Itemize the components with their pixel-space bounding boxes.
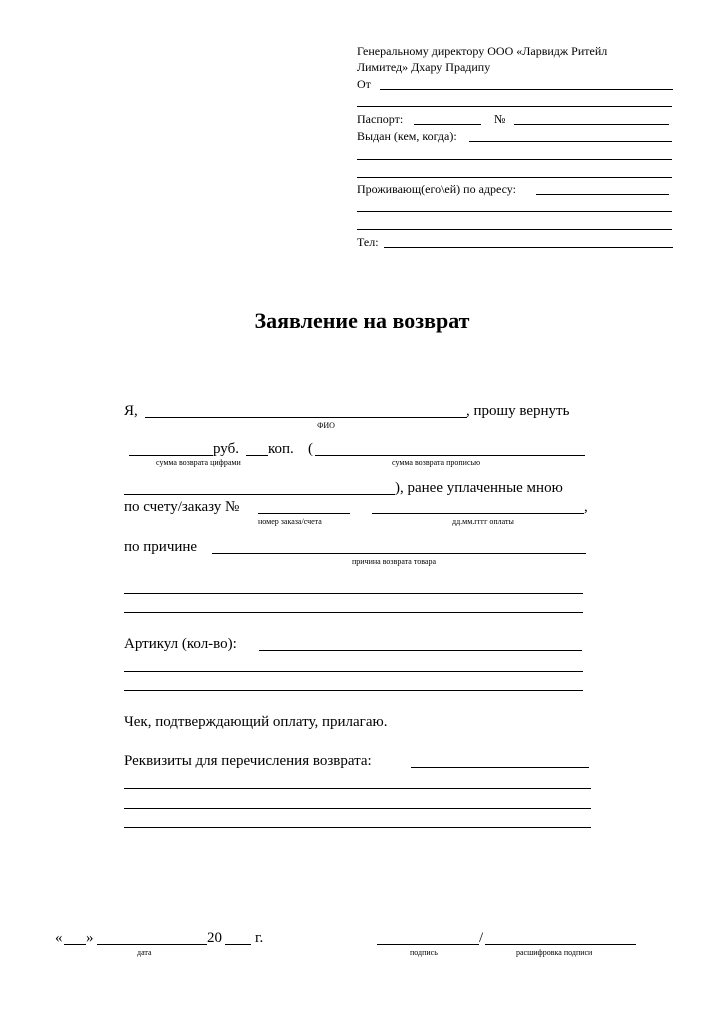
quote-close: »: [86, 930, 94, 946]
reason-line-3[interactable]: [124, 612, 583, 613]
article-line-2[interactable]: [124, 671, 583, 672]
passport-number-line[interactable]: [514, 124, 669, 125]
year-prefix: 20: [207, 930, 222, 946]
issued-line-3[interactable]: [357, 177, 672, 178]
requisites-line[interactable]: [411, 767, 589, 768]
phone-label: Тел:: [357, 235, 379, 249]
fio-caption: ФИО: [317, 421, 335, 430]
document-title: Заявление на возврат: [254, 308, 470, 333]
requisites-line-2[interactable]: [124, 788, 591, 789]
order-number-caption: номер заказа/счета: [258, 517, 322, 526]
account-label: по счету/заказу №: [124, 499, 240, 515]
amount-words-caption: сумма возврата прописью: [392, 458, 481, 467]
request-text: , прошу вернуть: [466, 403, 570, 419]
kopecks-line[interactable]: [246, 455, 268, 456]
amount-digits-caption: сумма возврата цифрами: [156, 458, 241, 467]
reason-line[interactable]: [212, 553, 586, 554]
passport-series-line[interactable]: [414, 124, 481, 125]
date-caption: дата: [137, 948, 152, 957]
order-number-line[interactable]: [258, 513, 350, 514]
amount-words-line[interactable]: [315, 455, 585, 456]
signature-caption: подпись: [410, 948, 438, 957]
month-line[interactable]: [97, 944, 207, 945]
address-line-3[interactable]: [357, 229, 672, 230]
issued-line-2[interactable]: [357, 159, 672, 160]
requisites-label: Реквизиты для перечисления возврата:: [124, 753, 372, 769]
requisites-line-4[interactable]: [124, 827, 591, 828]
rubles-line[interactable]: [129, 455, 213, 456]
previously-paid-text: ), ранее уплаченные мною: [395, 480, 563, 496]
quote-open: «: [55, 930, 63, 946]
issued-line[interactable]: [469, 141, 672, 142]
issued-label: Выдан (кем, когда):: [357, 129, 457, 143]
article-line[interactable]: [259, 650, 582, 651]
fio-line[interactable]: [145, 417, 467, 418]
signature-slash: /: [479, 930, 484, 946]
passport-number-label: №: [494, 112, 506, 126]
signature-line[interactable]: [377, 944, 479, 945]
payment-date-caption: дд.мм.гггг оплаты: [452, 517, 514, 526]
from-line[interactable]: [380, 89, 673, 90]
i-label: Я,: [124, 403, 138, 419]
address-line[interactable]: [536, 194, 669, 195]
signature-decode-line[interactable]: [485, 944, 636, 945]
from-line-2[interactable]: [357, 106, 672, 107]
addressee-line-2: Лимитед» Дхару Прадипу: [357, 60, 491, 74]
reason-line-2[interactable]: [124, 593, 583, 594]
requisites-line-3[interactable]: [124, 808, 591, 809]
from-label: От: [357, 77, 371, 91]
address-line-2[interactable]: [357, 211, 672, 212]
open-paren: (: [308, 441, 313, 457]
residing-label: Проживающ(его\ей) по адресу:: [357, 182, 516, 196]
day-line[interactable]: [64, 944, 86, 945]
comma: ,: [584, 499, 588, 515]
reason-caption: причина возврата товара: [352, 557, 437, 566]
phone-line[interactable]: [384, 247, 673, 248]
amount-words-line-2[interactable]: [124, 494, 395, 495]
year-line[interactable]: [225, 944, 251, 945]
year-suffix: г.: [255, 930, 264, 946]
signature-decode-caption: расшифровка подписи: [516, 948, 593, 957]
article-label: Артикул (кол-во):: [124, 636, 237, 652]
article-line-3[interactable]: [124, 690, 583, 691]
reason-label: по причине: [124, 539, 198, 555]
passport-label: Паспорт:: [357, 112, 404, 126]
kop-label: коп.: [268, 441, 294, 457]
rub-label: руб.: [213, 441, 239, 457]
payment-date-line[interactable]: [372, 513, 584, 514]
addressee-line-1: Генеральному директору ООО «Ларвидж Ритейл: [357, 44, 608, 58]
receipt-text: Чек, подтверждающий оплату, прилагаю.: [124, 714, 388, 730]
